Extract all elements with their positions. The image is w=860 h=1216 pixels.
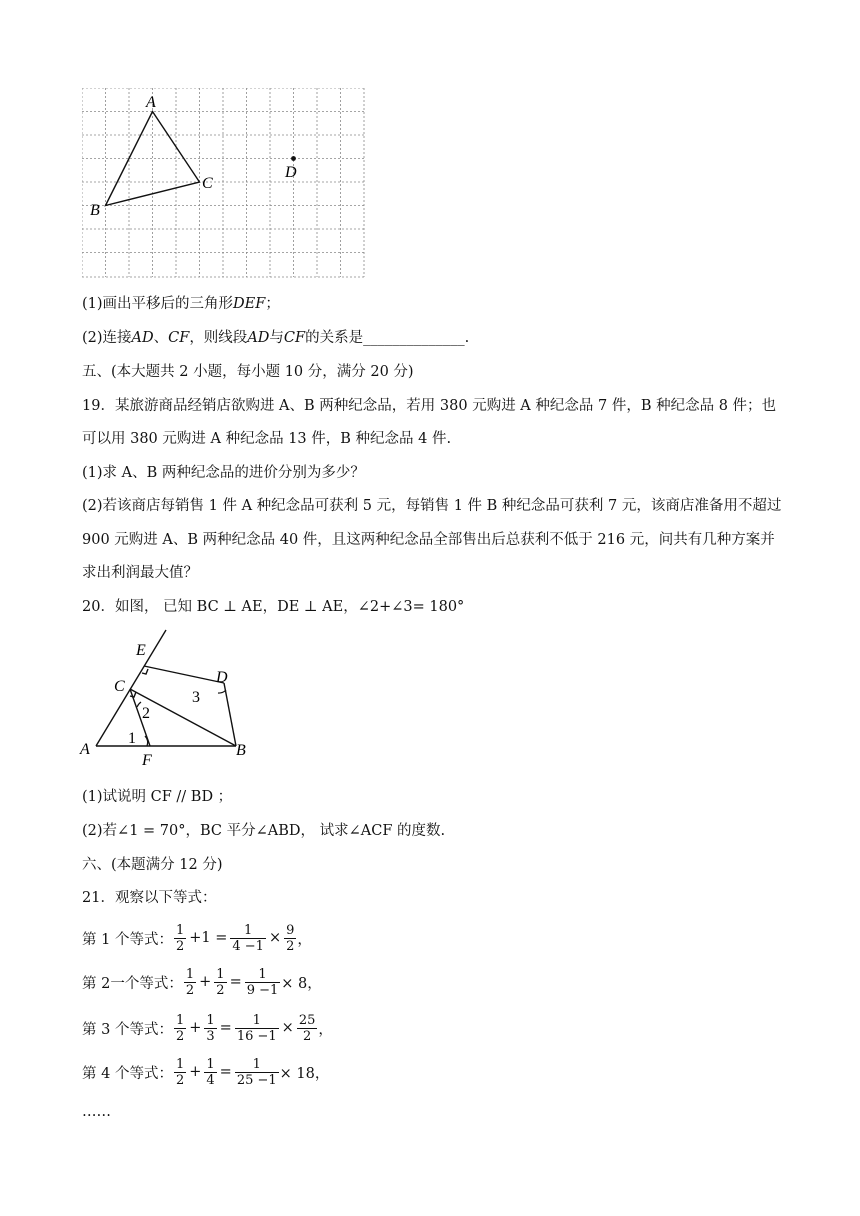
q18-part2-i: 的关系是______________. [305,330,470,346]
eq2-c-den: 9 −1 [246,982,279,998]
q19-part2-l2: 900 元购进 A、B 两种纪念品 40 件，且这两种纪念品全部售出后总获利不低于 216 元，问共有几种方案并 [82,532,775,548]
equation-1 [82,918,312,958]
eq3-b-num: 1 [206,1012,215,1028]
q18-part2-d: CF [168,330,190,346]
eq4-frac-b [204,1057,216,1088]
eq1-a-num: 1 [175,922,185,938]
q18-part2-c: 、 [153,330,169,346]
eq2-a-num: 1 [185,966,195,982]
q19-part1: (1)求 A、B 两种纪念品的进价分别为多少？ [82,465,365,481]
q20-part1: (1)试说明 CF // BD ； [82,789,233,805]
fig-label-b: B [236,742,246,759]
section5-heading: 五、(本大题共 2 小题，每小题 10 分，满分 20 分) [82,364,414,380]
eq1-c-num: 9 [286,922,295,938]
fig-label-c: C [114,678,125,695]
eq1-frac-c [284,923,296,954]
q20-part2: (2)若∠1 = 70°，BC 平分∠ABD， 试求∠ACF 的度数. [82,823,446,839]
eq2-b-num: 1 [216,966,225,982]
q20-stem: 20．如图， 已知 BC ⊥ AE，DE ⊥ AE，∠2+∠3= 180° [82,599,465,615]
q18-part2-a: (2)连接 [82,330,132,346]
eq3-d-den: 2 [302,1028,312,1044]
fig-label-1: 1 [128,730,136,747]
eq1-b-num: 1 [230,923,266,939]
q18-part2-g: 与 [269,330,284,346]
eq2-equals: = [229,974,242,990]
grid-figure [82,88,366,280]
fig-label-d: D [216,669,228,686]
q18-part1-text: (1)画出平移后的三角形 [82,296,234,312]
fig-label-2: 2 [142,705,150,722]
eq3-end: ， [318,1021,333,1038]
equation-4 [82,1052,329,1092]
eq4-c-den: 25 −1 [236,1072,277,1088]
q20-figure [78,628,258,768]
fig-label-3: 3 [192,689,200,706]
q21-stem: 21．观察以下等式： [82,890,217,906]
eq4-frac-c [235,1057,279,1088]
q18-part2-h: CF [283,330,306,346]
q19-part2-l3: 求出利润最大值？ [82,565,198,581]
q19-line1: 19．某旅游商品经销店欲购进 A、B 两种纪念品，若用 380 元购进 A 种纪念品 7 件，B 种纪念品 8 件；也 [82,398,777,414]
eq4-b-num: 1 [206,1056,215,1072]
eq4-a-num: 1 [175,1056,185,1072]
eq1-times: × [268,930,282,946]
eq2-b-den: 2 [216,982,225,998]
label-d: D [285,164,297,181]
eq1-a-den: 2 [175,938,185,954]
eq1-c-den: 2 [286,938,295,954]
eq1-end: ， [297,931,312,948]
eq3-a-num: 1 [175,1012,185,1028]
eq2-frac-c [245,967,281,998]
fig-label-e: E [136,642,146,659]
eq3-c-num: 1 [235,1013,279,1029]
eq3-plus: + [189,1020,202,1036]
eq1-prefix: 第 1 个等式： [82,931,173,948]
point-d [291,156,296,161]
eq2-c-num: 1 [245,967,281,983]
eq3-equals: = [219,1020,232,1036]
eq4-equals: = [219,1064,232,1080]
q18-part2-e: ，则线段 [189,330,248,346]
eq3-prefix: 第 3 个等式： [82,1021,173,1038]
q18-part1-var: DEF [233,296,266,312]
equation-2 [82,962,322,1002]
eq3-d-num: 25 [298,1012,316,1028]
eq4-plus: + [189,1064,202,1080]
eq3-c-den: 16 −1 [236,1028,277,1044]
eq3-times: × [281,1020,294,1036]
q18-part1-end: ； [265,296,280,312]
eq1-b-den: 4 −1 [232,938,264,954]
equation-3 [82,1008,333,1048]
eq3-frac-c [235,1013,279,1044]
eq1-plus: +1 = [189,930,228,946]
label-b: B [90,202,100,219]
eq4-prefix: 第 4 个等式： [82,1065,173,1082]
q19-part2-l1: (2)若该商店每销售 1 件 A 种纪念品可获利 5 元，每销售 1 件 B 种纪念品可获利 7 元，该商店准备用不超过 [82,498,782,514]
eq2-tail: × 8， [281,975,322,992]
fig-label-a: A [80,741,90,758]
q19-line2: 可以用 380 元购进 A 种纪念品 13 件，B 种纪念品 4 件. [82,431,452,447]
eq3-frac-d [297,1013,318,1044]
eq1-frac-b [230,923,266,954]
q18-part2-b: AD [131,330,154,346]
eq4-c-num: 1 [235,1057,279,1073]
label-a: A [146,94,156,111]
eq3-frac-a [174,1013,186,1044]
eq3-b-den: 3 [206,1028,215,1044]
eq4-b-den: 4 [206,1072,215,1088]
eq2-frac-a [184,967,196,998]
eq3-a-den: 2 [175,1028,185,1044]
eq1-frac-a [174,923,186,954]
q18-part2 [82,328,469,348]
q21-ellipsis: …… [82,1104,111,1120]
eq2-frac-b [214,967,226,998]
eq3-frac-b [204,1013,216,1044]
eq4-tail: × 18， [279,1065,330,1082]
eq2-prefix: 第 2一个等式： [82,975,183,992]
q18-part2-f: AD [247,330,270,346]
fig-label-f: F [142,752,152,768]
q18-part1 [82,294,280,314]
eq2-plus: + [199,974,212,990]
eq4-frac-a [174,1057,186,1088]
eq2-a-den: 2 [185,982,195,998]
section6-heading: 六、(本题满分 12 分) [82,857,223,873]
label-c: C [202,175,213,192]
eq4-a-den: 2 [175,1072,185,1088]
